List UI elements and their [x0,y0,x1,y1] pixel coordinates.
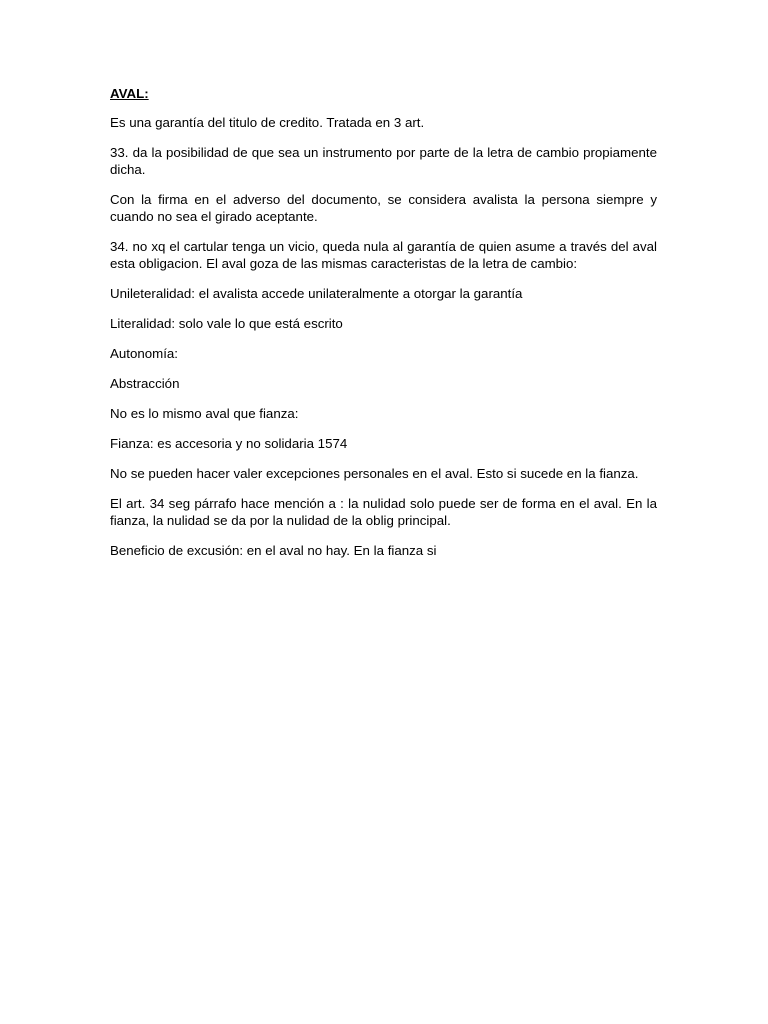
paragraph-art-34: 34. no xq el cartular tenga un vicio, queda nula al garantía de quien asume a través del aval esta obligacion. El aval goza de las mismas caracteristas de la letra de cambio: [110,239,657,271]
paragraph-excepciones: No se pueden hacer valer excepciones personales en el aval. Esto si sucede en la fianza. [110,466,639,481]
paragraph-fianza: Fianza: es accesoria y no solidaria 1574 [110,436,348,451]
paragraph-autonomia: Autonomía: [110,346,179,361]
paragraph-beneficio-excusion: Beneficio de excusión: en el aval no hay. En la fianza si [110,543,437,558]
paragraph-garantia: Es una garantía del titulo de credito. Tratada en 3 art. [110,115,425,130]
paragraph-unilateralidad: Unileteralidad: el avalista accede unilateralmente a otorgar la garantía [110,286,523,301]
paragraph-abstraccion: Abstracción [110,376,180,391]
paragraph-nulidad: El art. 34 seg párrafo hace mención a : la nulidad solo puede ser de forma en el aval. En la fianza, la nulidad se da por la nulidad de la oblig principal. [110,496,657,528]
paragraph-aval-vs-fianza: No es lo mismo aval que fianza: [110,406,299,421]
document-title: AVAL: [110,86,149,101]
paragraph-firma: Con la firma en el adverso del documento, se considera avalista la persona siempre y cuando no sea el girado aceptante. [110,192,657,224]
paragraph-art-33: 33. da la posibilidad de que sea un instrumento por parte de la letra de cambio propiamente dicha. [110,145,657,177]
document-body [110,85,657,572]
paragraph-literalidad: Literalidad: solo vale lo que está escrito [110,316,343,331]
